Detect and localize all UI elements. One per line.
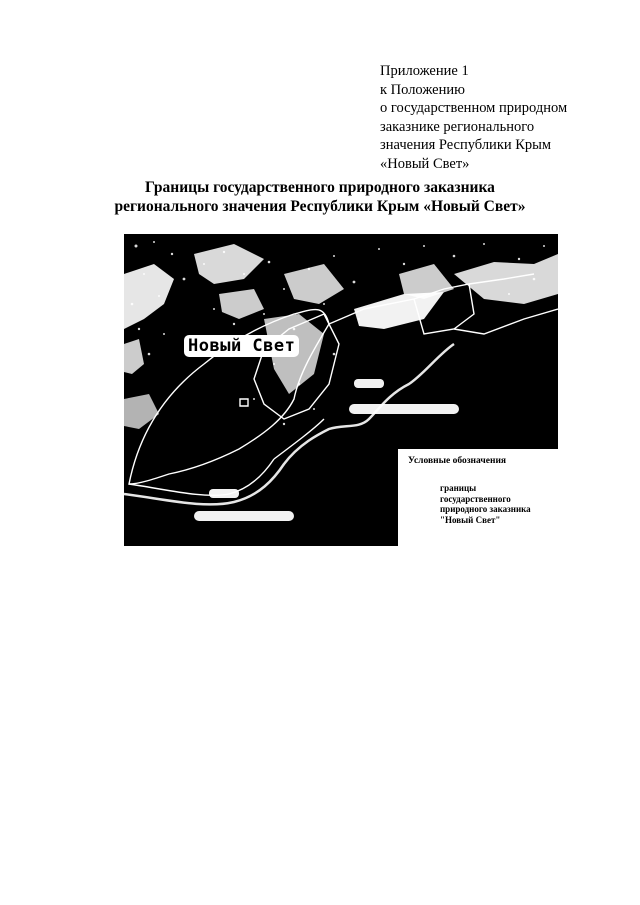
- appendix-line: значения Республики Крым: [380, 137, 552, 154]
- document-title: [0, 178, 640, 216]
- appendix-line: заказнике регионального: [380, 118, 535, 135]
- title-line-2: регионального значения Республики Крым «Новый Свет»: [114, 198, 526, 215]
- legend-line: природного заказника: [440, 504, 531, 514]
- legend-line: границы: [440, 483, 477, 493]
- satellite-map: [124, 234, 558, 546]
- legend-line: "Новый Свет": [440, 514, 501, 525]
- legend-entry: [440, 483, 555, 525]
- title-line-1: Границы государственного природного заказника: [145, 179, 495, 196]
- appendix-line: к Положению: [380, 81, 465, 98]
- map-place-label: Новый Свет: [184, 335, 299, 357]
- legend-line: государственного: [440, 493, 511, 504]
- appendix-line: о государственном природном: [380, 100, 568, 117]
- appendix-header: [380, 62, 610, 174]
- appendix-line: «Новый Свет»: [380, 155, 470, 172]
- appendix-line: Приложение 1: [380, 63, 469, 79]
- legend-title: Условные обозначения: [408, 456, 507, 466]
- map-legend: [398, 449, 558, 546]
